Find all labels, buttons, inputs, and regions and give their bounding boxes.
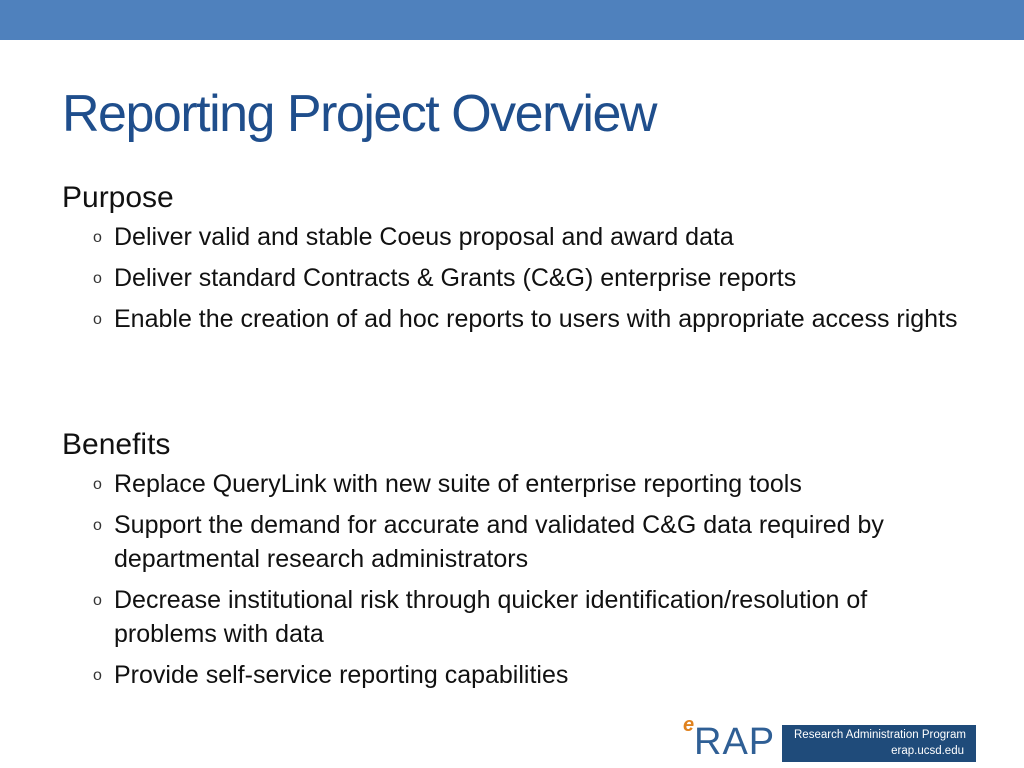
purpose-section (62, 180, 962, 343)
list-item (90, 508, 962, 576)
logo-program-name: Research Administration Program (794, 729, 966, 741)
bullet-marker-icon: o (93, 517, 102, 534)
logo-website: erap.ucsd.edu (891, 745, 964, 757)
list-item (90, 467, 962, 501)
list-item (90, 261, 962, 295)
list-item (90, 220, 962, 254)
bullet-marker-icon: o (93, 667, 102, 684)
list-item-text: Deliver standard Contracts & Grants (C&G) enterprise reports (114, 264, 797, 292)
list-item (90, 302, 962, 336)
slide-title: Reporting Project Overview (62, 85, 656, 143)
benefits-heading: Benefits (62, 428, 171, 461)
bullet-marker-icon: o (93, 311, 102, 328)
list-item (90, 658, 962, 692)
bullet-marker-icon: o (93, 476, 102, 493)
list-item-text: Provide self-service reporting capabilities (114, 661, 569, 689)
list-item (90, 583, 962, 651)
logo-text-box (782, 725, 976, 762)
erap-logo (680, 716, 976, 762)
list-item-text: Enable the creation of ad hoc reports to users with appropriate access rights (114, 305, 958, 333)
bullet-marker-icon: o (93, 592, 102, 609)
top-accent-bar (0, 0, 1024, 40)
bullet-marker-icon: o (93, 270, 102, 287)
list-item-text: Deliver valid and stable Coeus proposal and award data (114, 223, 734, 251)
list-item-text: Replace QueryLink with new suite of enterprise reporting tools (114, 470, 802, 498)
list-item-text: Support the demand for accurate and validated C&G data required by departmental research administrators (114, 511, 884, 573)
benefits-list (62, 467, 962, 692)
erap-logo-mark (680, 716, 792, 762)
purpose-heading: Purpose (62, 181, 174, 214)
list-item-text: Decrease institutional risk through quicker identification/resolution of problems with data (114, 586, 868, 648)
logo-rap-text: RAP (694, 721, 776, 763)
bullet-marker-icon: o (93, 229, 102, 246)
benefits-section (62, 427, 962, 699)
logo-e-letter: e (683, 714, 695, 736)
purpose-list (62, 220, 962, 336)
